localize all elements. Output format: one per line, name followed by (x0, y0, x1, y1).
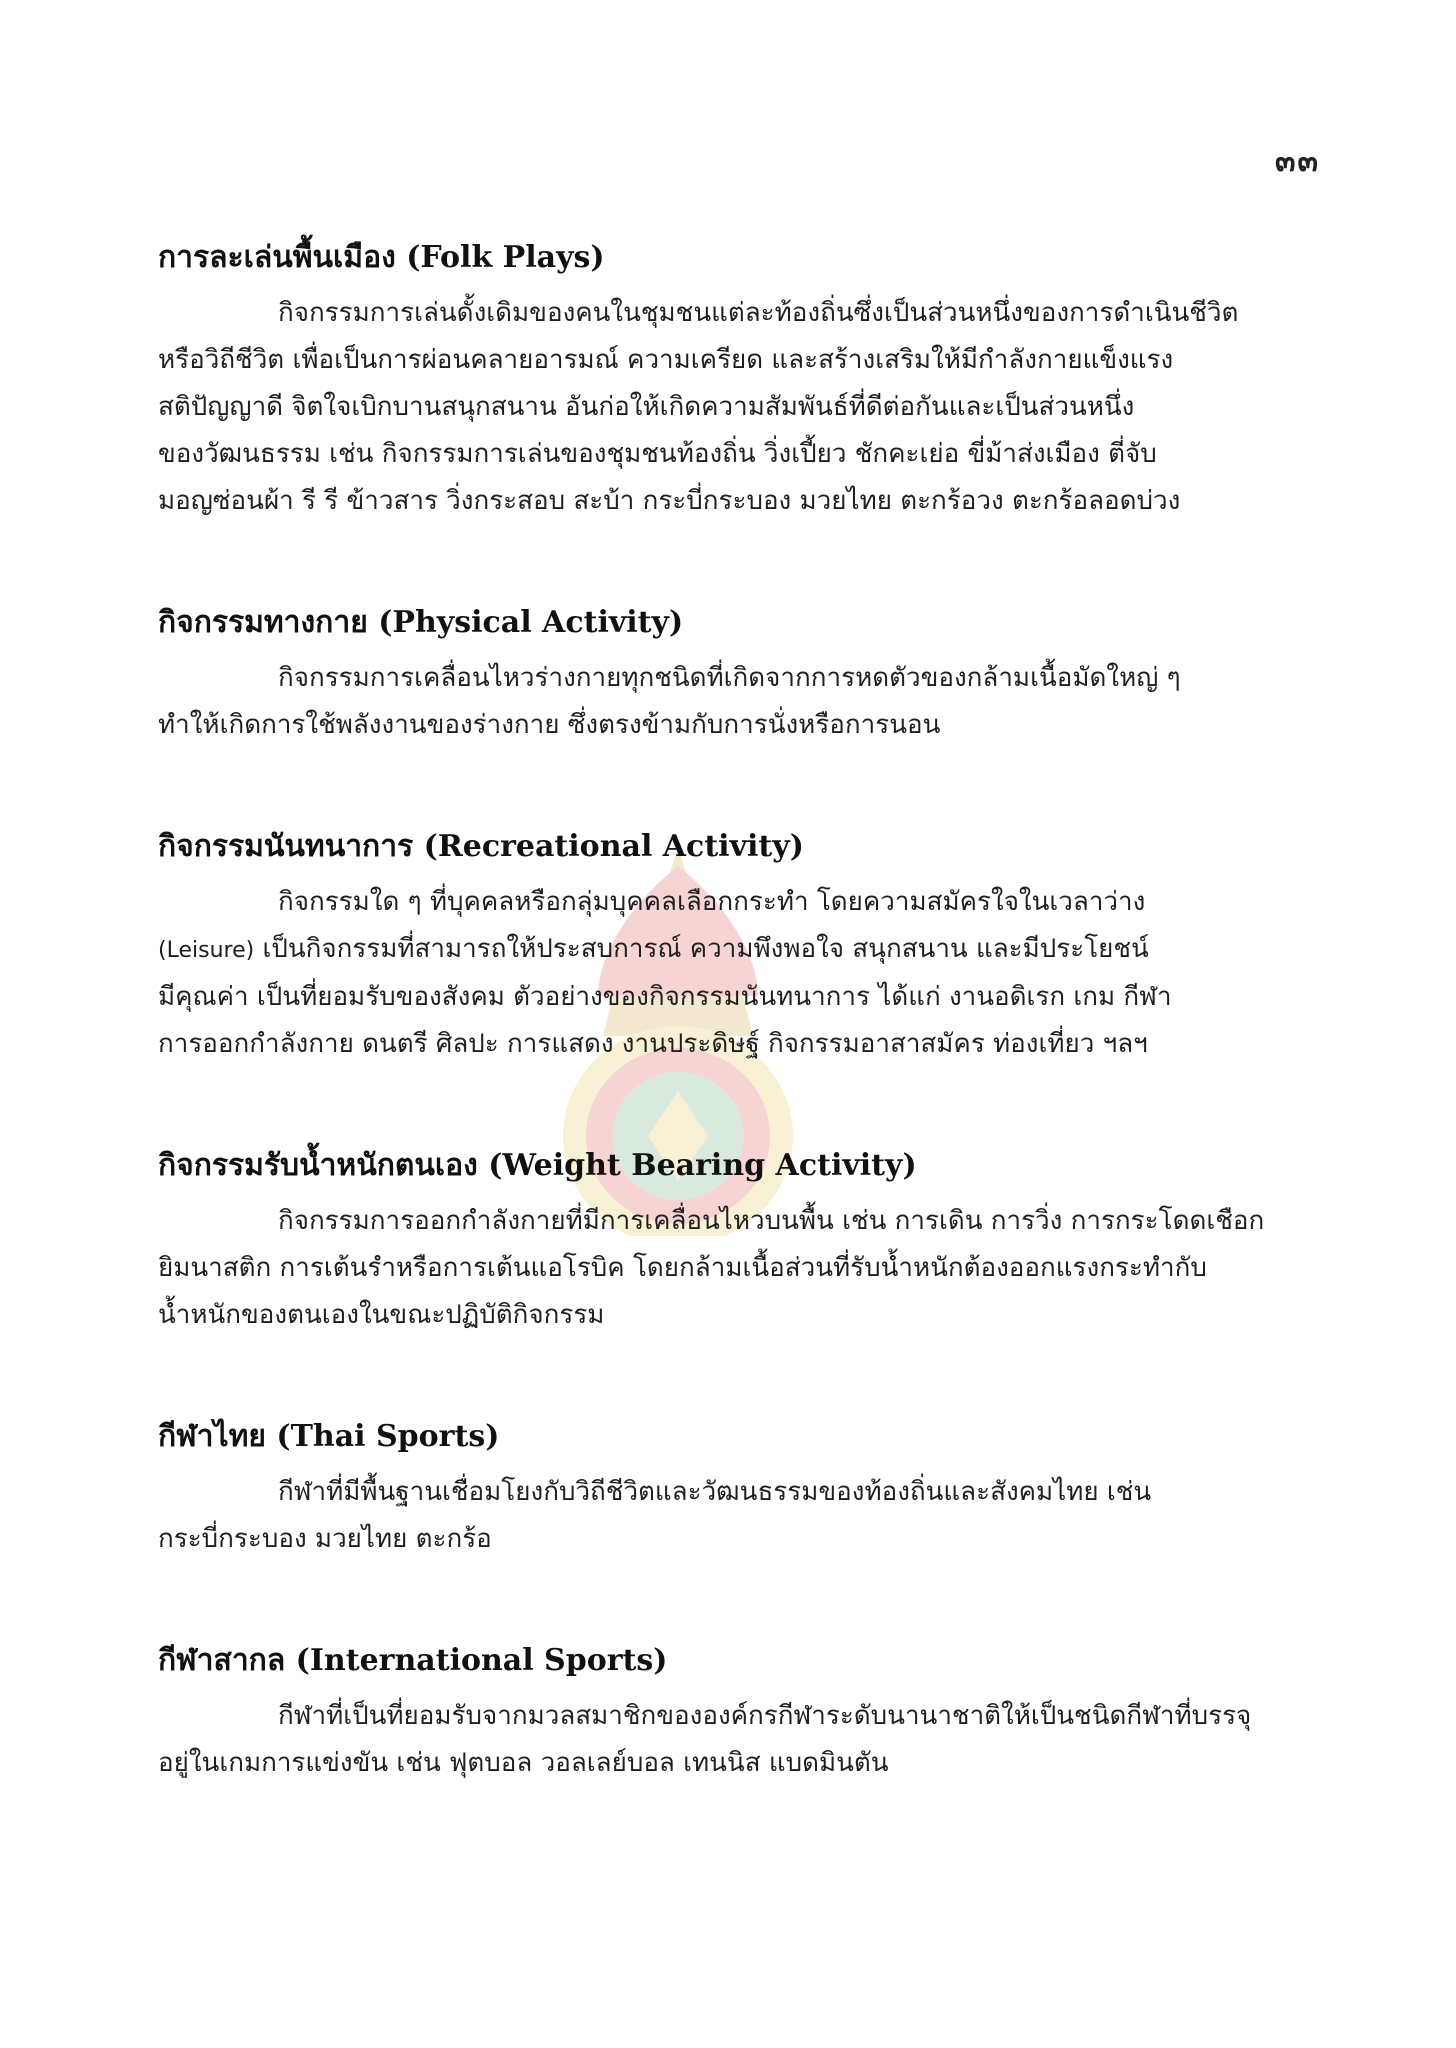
paragraph-line: กระบี่กระบอง มวยไทย ตะกร้อ (158, 1524, 492, 1554)
paragraph-line: ยิมนาสติก การเต้นรำหรือการเต้นแอโรบิค โดยกล้ามเนื้อส่วนที่รับน้ำหนักต้องออกแรงกระทำกับ (158, 1253, 1207, 1283)
paragraph-line: กิจกรรมการออกกำลังกายที่มีการเคลื่อนไหวบนพื้น เช่น การเดิน การวิ่ง การกระโดดเชือก (278, 1206, 1265, 1236)
paragraph-line: กิจกรรมการเคลื่อนไหวร่างกายทุกชนิดที่เกิดจากการหดตัวของกล้ามเนื้อมัดใหญ่ ๆ (278, 663, 1181, 693)
section-heading: กีฬาไทย (Thai Sports) (158, 1419, 500, 1454)
paragraph-line-text: เป็นกิจกรรมที่สามารถให้ประสบการณ์ ความพึงพอใจ สนุกสนาน และมีประโยชน์ (262, 934, 1149, 964)
section-paragraph (158, 1198, 1318, 1339)
paragraph-line: การออกกำลังกาย ดนตรี ศิลปะ การแสดง งานประดิษฐ์ กิจกรรมอาสาสมัคร ท่องเที่ยว ฯลฯ (158, 1029, 1148, 1059)
document-body (158, 236, 1318, 1863)
paragraph-line: ทำให้เกิดการใช้พลังงานของร่างกาย ซึ่งตรงข้ามกับการนั่งหรือการนอน (158, 710, 941, 740)
page-number: ๓๓ (1274, 144, 1320, 179)
paragraph-line: ของวัฒนธรรม เช่น กิจกรรมการเล่นของชุมชนท้องถิ่น วิ่งเปี้ยว ชักคะเย่อ ขี่ม้าส่งเมือง ตี่จับ (158, 439, 1157, 469)
paragraph-line: น้ำหนักของตนเองในขณะปฏิบัติกิจกรรม (158, 1300, 605, 1330)
section-physical-activity (158, 601, 1318, 749)
paragraph-line: กิจกรรมใด ๆ ที่บุคคลหรือกลุ่มบุคคลเลือกกระทำ โดยความสมัครใจในเวลาว่าง (278, 887, 1146, 917)
section-paragraph (158, 879, 1318, 1068)
section-heading: กิจกรรมรับน้ำหนักตนเอง (Weight Bearing Activity) (158, 1148, 917, 1183)
section-recreational-activity (158, 825, 1318, 1068)
section-weight-bearing-activity (158, 1144, 1318, 1339)
section-paragraph (158, 655, 1318, 749)
paragraph-line (158, 926, 1318, 974)
section-folk-plays (158, 236, 1318, 525)
paragraph-line: มอญซ่อนผ้า รี รี ข้าวสาร วิ่งกระสอบ สะบ้า กระบี่กระบอง มวยไทย ตะกร้อวง ตะกร้อลอดบ่วง (158, 486, 1181, 516)
section-thai-sports (158, 1415, 1318, 1563)
paragraph-line: กีฬาที่มีพื้นฐานเชื่อมโยงกับวิถีชีวิตและวัฒนธรรมของท้องถิ่นและสังคมไทย เช่น (278, 1477, 1152, 1507)
paragraph-line: กิจกรรมการเล่นดั้งเดิมของคนในชุมชนแต่ละท้องถิ่นซึ่งเป็นส่วนหนึ่งของการดำเนินชีวิต (278, 298, 1239, 328)
paragraph-line: สติปัญญาดี จิตใจเบิกบานสนุกสนาน อันก่อให้เกิดความสัมพันธ์ที่ดีต่อกันและเป็นส่วนหนึ่ง (158, 392, 1135, 422)
paragraph-line: หรือวิถีชีวิต เพื่อเป็นการผ่อนคลายอารมณ์ ความเครียด และสร้างเสริมให้มีกำลังกายแข็งแรง (158, 345, 1174, 375)
section-heading: กิจกรรมนันทนาการ (Recreational Activity) (158, 829, 804, 864)
section-heading: กีฬาสากล (International Sports) (158, 1643, 668, 1678)
section-heading: การละเล่นพื้นเมือง (Folk Plays) (158, 240, 605, 275)
section-paragraph (158, 1469, 1318, 1563)
paragraph-line: อยู่ในเกมการแข่งขัน เช่น ฟุตบอล วอลเลย์บอล เทนนิส แบดมินตัน (158, 1748, 889, 1778)
paragraph-line: มีคุณค่า เป็นที่ยอมรับของสังคม ตัวอย่างของกิจกรรมนันทนาการ ได้แก่ งานอดิเรก เกม กีฬา (158, 982, 1172, 1012)
section-paragraph (158, 290, 1318, 525)
section-paragraph (158, 1693, 1318, 1787)
section-heading: กิจกรรมทางกาย (Physical Activity) (158, 605, 684, 640)
paragraph-line: กีฬาที่เป็นที่ยอมรับจากมวลสมาชิกขององค์กรกีฬาระดับนานาชาติให้เป็นชนิดกีฬาที่บรรจุ (278, 1701, 1252, 1731)
section-international-sports (158, 1639, 1318, 1787)
leisure-term: (Leisure) (158, 938, 255, 963)
